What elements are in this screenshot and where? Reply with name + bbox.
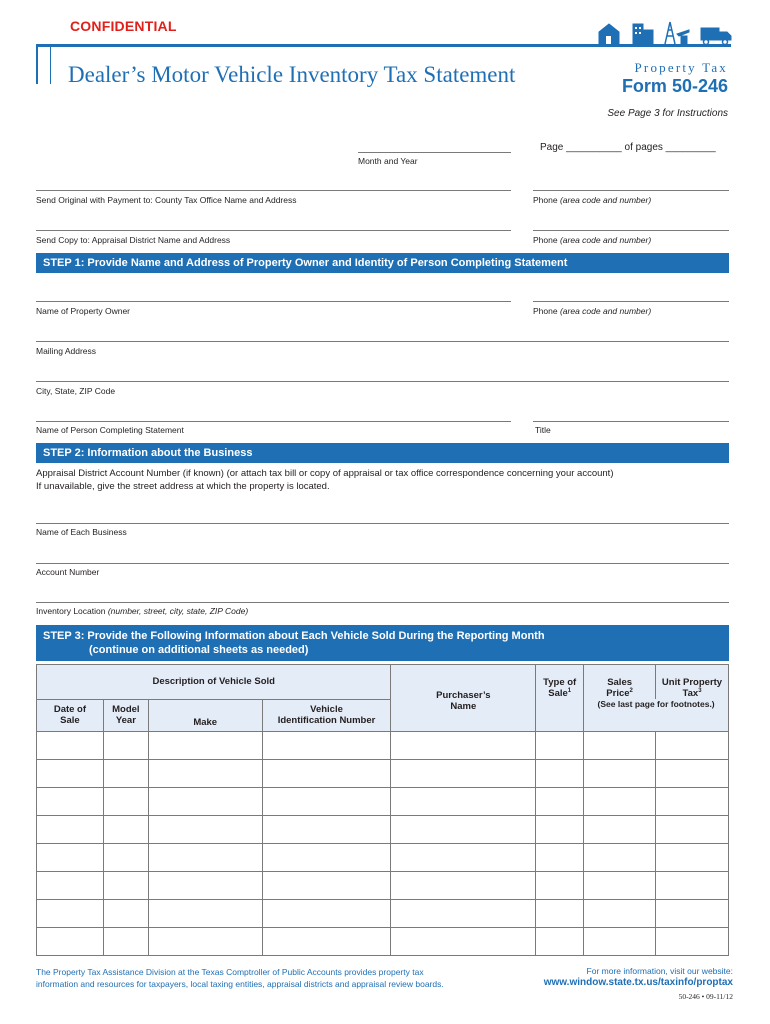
appraisal-phone-field[interactable] (533, 230, 729, 231)
type-of-sale-header: Type of Sale$^1$ (536, 665, 584, 732)
appraisal-district-label: Send Copy to: Appraisal District Name and Address (36, 235, 231, 245)
mailing-address-label: Mailing Address (36, 346, 97, 356)
footer-website-link[interactable]: www.window.state.tx.us/taxinfo/proptax (543, 977, 733, 988)
account-number-label: Account Number (36, 567, 100, 577)
business-name-field[interactable] (36, 523, 729, 524)
table-row (37, 787, 729, 815)
account-number-field[interactable] (36, 563, 729, 564)
county-phone-field[interactable] (533, 190, 729, 191)
form-number: Form 50-246 (621, 76, 728, 96)
sales-price-header: Sales Price$^2$ (584, 665, 656, 700)
table-row (37, 899, 729, 927)
form-revision: 50-246 • 09-11/12 (678, 992, 733, 1001)
instructions-note: See Page 3 for Instructions (607, 108, 728, 119)
table-row (37, 871, 729, 899)
appraisal-district-field[interactable] (36, 230, 511, 231)
header-rule (36, 44, 731, 47)
city-state-zip-field[interactable] (36, 381, 729, 382)
header-accent-bar (36, 44, 38, 84)
footer-description (36, 966, 506, 990)
county-phone-label: Phone (area code and number) (533, 195, 652, 205)
vin-header: Vehicle Identification Number (262, 699, 391, 731)
property-icons (597, 18, 733, 46)
appraisal-phone-label: Phone (area code and number) (533, 235, 652, 245)
date-of-sale-header: Date of Sale (37, 699, 104, 731)
table-row (37, 759, 729, 787)
table-row (37, 927, 729, 955)
county-tax-office-label: Send Original with Payment to: County Tax Office Name and Address (36, 195, 297, 205)
business-name-label: Name of Each Business (36, 527, 127, 537)
owner-phone-field[interactable] (533, 301, 729, 302)
table-row (37, 731, 729, 759)
building-icon (633, 24, 643, 44)
make-header: Make (148, 699, 262, 731)
step3-heading-line2: (continue on additional sheets as needed) (89, 644, 309, 656)
month-year-label: Month and Year (358, 156, 418, 166)
table-row (37, 843, 729, 871)
footer-description-line1: The Property Tax Assistance Division at the Texas Comptroller of Public Accounts provides property tax (36, 967, 424, 977)
model-year-header: Model Year (103, 699, 148, 731)
step2-instructions (36, 467, 729, 493)
owner-name-label: Name of Property Owner (36, 306, 131, 316)
footer-description-line2: information and resources for taxpayers, local taxing entities, appraisal districts and appraisal review boards. (36, 979, 444, 989)
table-row (37, 815, 729, 843)
person-title-field[interactable] (533, 421, 729, 422)
step3-heading-line1: STEP 3: Provide the Following Information about Each Vehicle Sold During the Reporting Month (43, 630, 545, 642)
form-title: Dealer’s Motor Vehicle Inventory Tax Statement (68, 62, 516, 87)
mailing-address-field[interactable] (36, 341, 729, 342)
step2-instructions-line1: Appraisal District Account Number (if known) (or attach tax bill or copy of appraisal or tax office correspondence concerning your account) (36, 468, 614, 479)
purchaser-name-header: Purchaser’s Name (391, 665, 536, 732)
person-completing-field[interactable] (36, 421, 511, 422)
footnote-note: (See last page for footnotes.) (584, 699, 729, 731)
footer-website-label: For more information, visit our website: (586, 966, 733, 976)
confidential-label: CONFIDENTIAL (70, 18, 177, 34)
oil-derrick-icon (665, 22, 675, 44)
county-tax-office-field[interactable] (36, 190, 511, 191)
person-title-label: Title (535, 425, 551, 435)
month-year-field[interactable] (358, 152, 511, 153)
step2-heading: STEP 2: Information about the Business (36, 443, 729, 463)
inventory-location-label: Inventory Location (number, street, city, state, ZIP Code) (36, 606, 249, 616)
unit-property-tax-header: Unit Property Tax$^3$ (656, 665, 729, 700)
city-state-zip-label: City, State, ZIP Code (36, 386, 116, 396)
owner-name-field[interactable] (36, 301, 511, 302)
step3-heading (36, 625, 729, 661)
vehicle-sales-table (36, 664, 729, 956)
description-header: Description of Vehicle Sold (37, 665, 391, 700)
owner-phone-label: Phone (area code and number) (533, 306, 652, 316)
property-tax-label: Property Tax (634, 60, 728, 75)
step1-heading: STEP 1: Provide Name and Address of Property Owner and Identity of Person Completing Statement (36, 253, 729, 273)
inventory-location-field[interactable] (36, 602, 729, 603)
step2-instructions-line2: If unavailable, give the street address at which the property is located. (36, 481, 330, 492)
person-completing-label: Name of Person Completing Statement (36, 425, 184, 435)
header-accent-bar-thin (50, 44, 51, 84)
page-count-field[interactable]: Page __________ of pages _________ (540, 142, 716, 153)
truck-icon (701, 28, 719, 40)
